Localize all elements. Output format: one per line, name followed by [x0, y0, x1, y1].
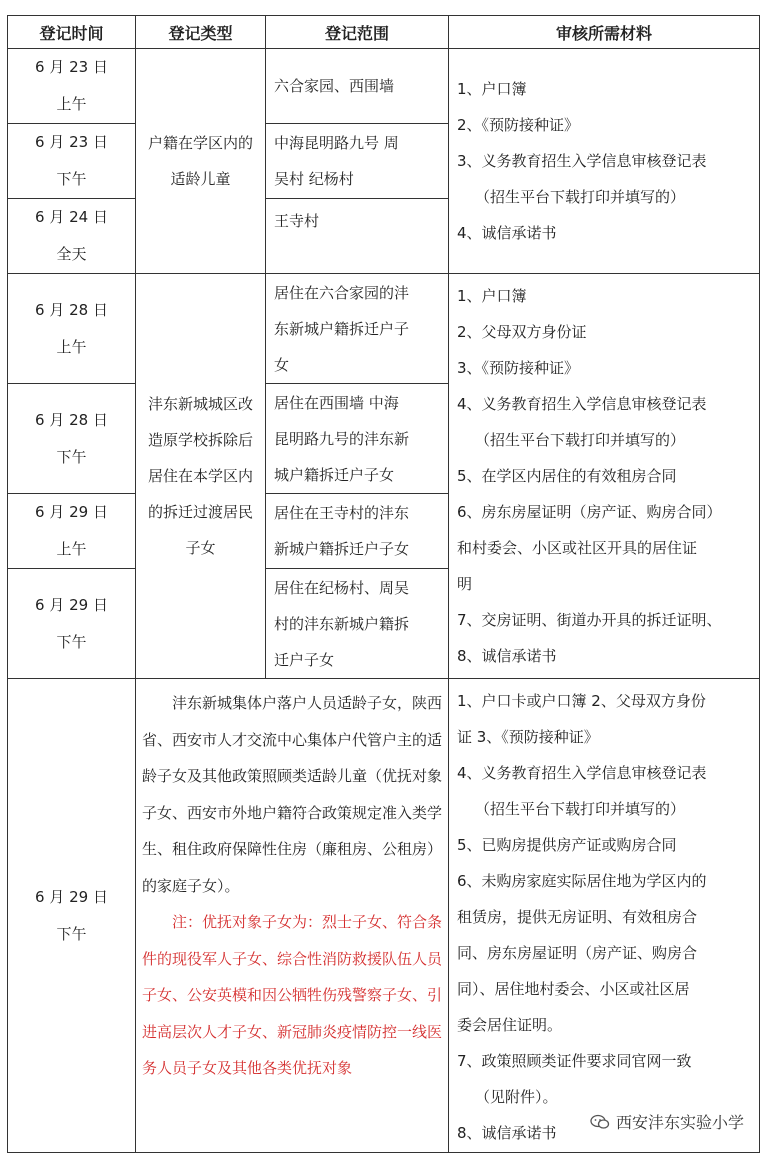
policy-note: 注：优抚对象子女为：烈士子女、符合条件的现役军人子女、综合性消防救援队伍人员子女、公安英模和因公牺牲伤残警察子女、引进高层次人才子女、新冠肺炎疫情防控一线医务人员子女及其他各类优抚对象 [142, 913, 443, 1077]
time-cell: 6 月 29 日 上午 [8, 494, 136, 569]
header-range: 登记范围 [266, 16, 449, 49]
type-cell: 沣东新城城区改造原学校拆除后居住在本学区内的拆迁过渡居民子女 [136, 274, 266, 679]
header-time: 登记时间 [8, 16, 136, 49]
time-cell: 6 月 29 日 下午 [8, 679, 136, 1153]
materials-cell: 1、户口簿 2、父母双方身份证 3、《预防接种证》 4、义务教育招生入学信息审核登记表 （招生平台下载打印并填写的） 5、在学区内居住的有效租房合同 6、房东房屋证明（房产证、购房合同） 和村委会、小区或社区开具的居住证 明 7、交房证明、街道办开具的拆迁证明、 8、诚信承诺书 [449, 274, 760, 679]
range-cell: 居住在纪杨村、周吴 村的沣东新城户籍拆 迁户子女 [266, 569, 449, 679]
time-cell: 6 月 23 日 上午 [8, 49, 136, 124]
policy-cell [136, 679, 449, 1153]
watermark [588, 1110, 746, 1133]
time-cell: 6 月 23 日 下午 [8, 124, 136, 199]
time-cell: 6 月 28 日 上午 [8, 274, 136, 384]
materials-cell: 1、户口卡或户口簿 2、父母双方身份 证 3、《预防接种证》 4、义务教育招生入学信息审核登记表 （招生平台下载打印并填写的） 5、已购房提供房产证或购房合同 6、未购房家庭实际居住地为学区内的 租赁房，提供无房证明、有效租房合 同、房东房屋证明（房产证、购房合 同）、居住地村委会、小区或社区居 委会居住证明。 7、政策照顾类证件要求同官网一致 （见附件）。 8、诚信承诺书 [449, 679, 760, 1153]
time-cell: 6 月 29 日 下午 [8, 569, 136, 679]
header-row [8, 16, 760, 49]
policy-text: 沣东新城集体户落户人员适龄子女，陕西省、西安市人才交流中心集体户代管户主的适龄子女及其他政策照顾类适龄儿童（优抚对象子女、西安市外地户籍符合政策规定准入类学生、租住政府保障性住房（廉租房、公租房）的家庭子女）。 [142, 694, 443, 895]
watermark-text: 西安沣东实验小学 [615, 1113, 744, 1132]
materials-cell: 1、户口簿 2、《预防接种证》 3、义务教育招生入学信息审核登记表 （招生平台下载打印并填写的） 4、诚信承诺书 [449, 49, 760, 274]
type-cell: 户籍在学区内的适龄儿童 [136, 49, 266, 274]
header-materials: 审核所需材料 [449, 16, 760, 49]
header-type: 登记类型 [136, 16, 266, 49]
range-cell: 王寺村 [266, 199, 449, 274]
wechat-icon [590, 1114, 610, 1130]
table-row [8, 679, 760, 1153]
range-cell: 六合家园、西围墙 [266, 49, 449, 124]
table-row [8, 274, 760, 384]
range-cell: 居住在六合家园的沣 东新城户籍拆迁户子 女 [266, 274, 449, 384]
table-row [8, 49, 760, 124]
time-cell: 6 月 28 日 下午 [8, 384, 136, 494]
range-cell: 中海昆明路九号 周 吴村 纪杨村 [266, 124, 449, 199]
time-cell: 6 月 24 日 全天 [8, 199, 136, 274]
registration-table [7, 15, 760, 1153]
range-cell: 居住在西围墙 中海 昆明路九号的沣东新 城户籍拆迁户子女 [266, 384, 449, 494]
range-cell: 居住在王寺村的沣东 新城户籍拆迁户子女 [266, 494, 449, 569]
